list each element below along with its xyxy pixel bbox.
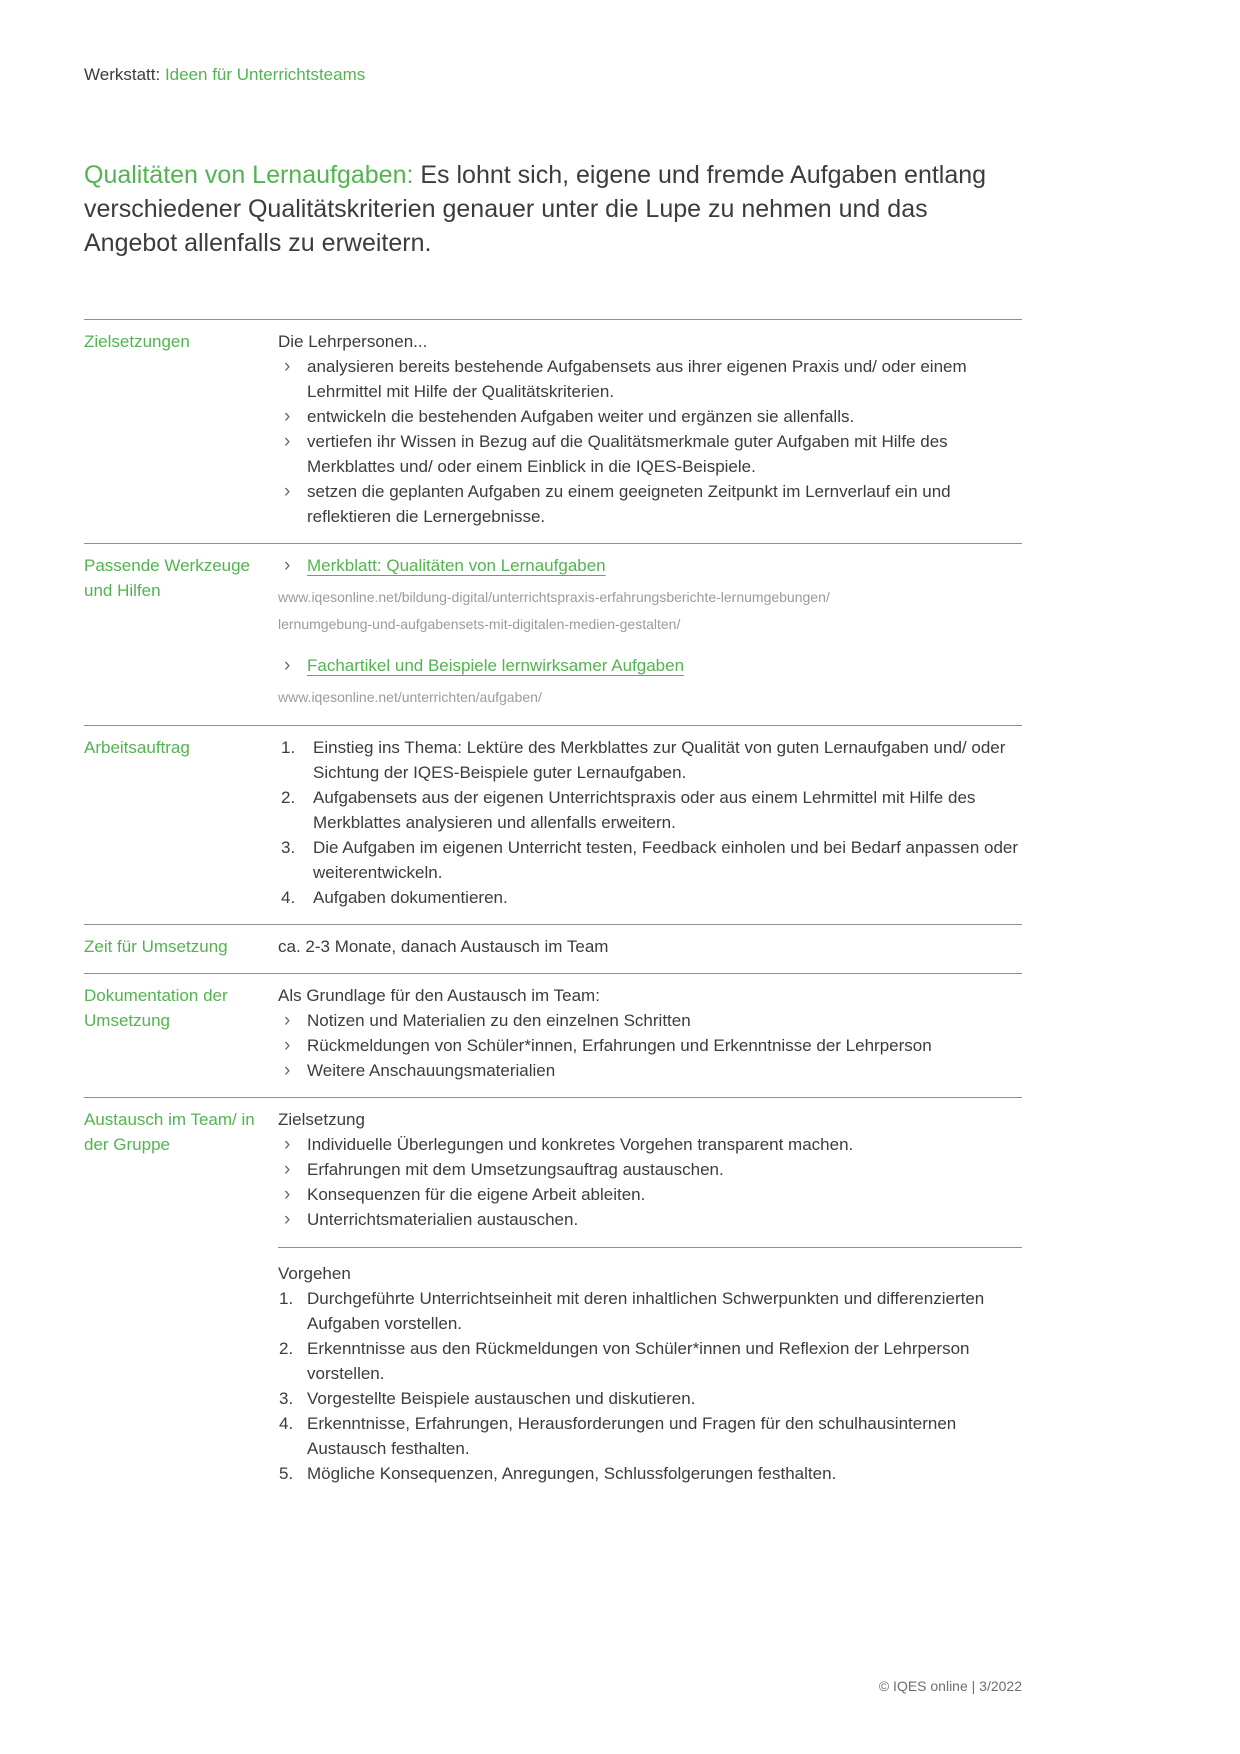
list-number: 5. xyxy=(279,1464,294,1483)
row-zielsetzungen xyxy=(84,319,1022,543)
row-dokumentation xyxy=(84,973,1022,1097)
list-item xyxy=(278,1336,1022,1386)
merkblatt-link[interactable]: Merkblatt: Qualitäten von Lernaufgaben xyxy=(307,556,606,575)
list-number: 3. xyxy=(281,838,296,857)
row-werkzeuge xyxy=(84,543,1022,725)
list-item-text: setzen die geplanten Aufgaben zu einem geeigneten Zeitpunkt im Lernverlauf ein und reflektieren die Lernergebnisse. xyxy=(307,482,951,526)
list-item xyxy=(278,1132,1022,1157)
list-item xyxy=(278,885,1022,910)
link-row xyxy=(278,653,1022,678)
title-text: Es lohnt sich, eigene und fremde Aufgaben entlang verschiedener Qualitätskriterien genauer unter die Lupe zu nehmen und das Angebot allenfalls zu erweitern. xyxy=(84,161,987,257)
list-item-text: Die Aufgaben im eigenen Unterricht testen, Feedback einholen und bei Bedarf anpassen oder weiterentwickeln. xyxy=(313,838,1019,882)
row-label-zielsetzungen: Zielsetzungen xyxy=(84,332,190,351)
chevron-bullet-icon: › xyxy=(284,431,291,452)
list-item-text: entwickeln die bestehenden Aufgaben weiter und ergänzen sie allenfalls. xyxy=(307,407,855,426)
list-item xyxy=(278,1033,1022,1058)
content-table xyxy=(84,319,1022,1500)
list-item-text: Weitere Anschauungsmaterialien xyxy=(307,1061,556,1080)
url-line: www.iqesonline.net/unterrichten/aufgaben/ xyxy=(278,689,542,705)
row-label-zeit: Zeit für Umsetzung xyxy=(84,937,228,956)
list-number: 1. xyxy=(279,1289,294,1308)
list-item xyxy=(278,1207,1022,1232)
list-item-text: Unterrichtsmaterialien austauschen. xyxy=(307,1210,579,1229)
list-item xyxy=(278,479,1022,529)
page-footer: © IQES online | 3/2022 xyxy=(878,1678,1022,1694)
chevron-bullet-icon: › xyxy=(284,655,291,676)
zeit-text: ca. 2-3 Monate, danach Austausch im Team xyxy=(278,937,609,956)
list-item-text: Erfahrungen mit dem Umsetzungsauftrag austauschen. xyxy=(307,1160,724,1179)
row-content-zielsetzungen xyxy=(278,329,1022,529)
list-item-text: Erkenntnisse, Erfahrungen, Herausforderungen und Fragen für den schulhausinternen Austausch festhalten. xyxy=(307,1414,957,1458)
list-number: 3. xyxy=(279,1389,294,1408)
list-item-text: Erkenntnisse aus den Rückmeldungen von Schüler*innen und Reflexion der Lehrperson vorstellen. xyxy=(307,1339,970,1383)
bullet-list-dokumentation xyxy=(278,1008,1022,1083)
numbered-list-arbeitsauftrag xyxy=(278,735,1022,910)
list-item-text: Mögliche Konsequenzen, Anregungen, Schlussfolgerungen festhalten. xyxy=(307,1464,837,1483)
list-item-text: Vorgestellte Beispiele austauschen und diskutieren. xyxy=(307,1389,696,1408)
list-item-text: vertiefen ihr Wissen in Bezug auf die Qualitätsmerkmale guter Aufgaben mit Hilfe des Merkblattes und/ oder einem Einblick in die IQES-Beispiele. xyxy=(307,432,948,476)
list-item xyxy=(278,1411,1022,1461)
list-item xyxy=(278,835,1022,885)
chevron-bullet-icon: › xyxy=(284,1010,291,1031)
resource-link-block-merkblatt xyxy=(278,553,1022,638)
list-item-text: Aufgabensets aus der eigenen Unterrichtspraxis oder aus einem Lehrmittel mit Hilfe des Merkblattes analysieren und allenfalls erweitern. xyxy=(313,788,976,832)
chevron-bullet-icon: › xyxy=(284,481,291,502)
header-workshop-title: Ideen für Unterrichtsteams xyxy=(164,65,366,84)
page-title xyxy=(84,158,1002,260)
list-item-text: analysieren bereits bestehende Aufgabensets aus ihrer eigenen Praxis und/ oder einem Lehrmittel mit Hilfe der Qualitätskriterien. xyxy=(307,357,967,401)
zielsetzung-block xyxy=(278,1107,1022,1232)
chevron-bullet-icon: › xyxy=(284,1060,291,1081)
list-item xyxy=(278,785,1022,835)
list-item xyxy=(278,1008,1022,1033)
list-item-text: Konsequenzen für die eigene Arbeit ableiten. xyxy=(307,1185,646,1204)
list-number: 1. xyxy=(281,738,296,757)
row-label-arbeitsauftrag: Arbeitsauftrag xyxy=(84,738,190,757)
vorgehen-subtitle: Vorgehen xyxy=(278,1264,351,1283)
chevron-bullet-icon: › xyxy=(284,406,291,427)
list-item xyxy=(278,1182,1022,1207)
row-content-austausch xyxy=(278,1107,1022,1486)
row-content-arbeitsauftrag xyxy=(278,735,1022,910)
header-prefix: Werkstatt: xyxy=(84,65,165,84)
chevron-bullet-icon: › xyxy=(284,1159,291,1180)
title-highlight: Qualitäten von Lernaufgaben: xyxy=(84,161,421,189)
list-item xyxy=(278,1386,1022,1411)
list-item-text: Notizen und Materialien zu den einzelnen Schritten xyxy=(307,1011,691,1030)
list-number: 2. xyxy=(281,788,296,807)
bullet-list-zielsetzung xyxy=(278,1132,1022,1232)
link-url xyxy=(278,584,1022,638)
url-line: lernumgebung-und-aufgabensets-mit-digitalen-medien-gestalten/ xyxy=(278,616,681,632)
list-item xyxy=(278,1461,1022,1486)
list-item xyxy=(278,429,1022,479)
row-zeit xyxy=(84,924,1022,973)
list-item-text: Rückmeldungen von Schüler*innen, Erfahrungen und Erkenntnisse der Lehrperson xyxy=(307,1036,932,1055)
list-item-text: Individuelle Überlegungen und konkretes Vorgehen transparent machen. xyxy=(307,1135,854,1154)
chevron-bullet-icon: › xyxy=(284,1134,291,1155)
chevron-bullet-icon: › xyxy=(284,356,291,377)
content-intro: Als Grundlage für den Austausch im Team: xyxy=(278,986,600,1005)
list-item xyxy=(278,1058,1022,1083)
chevron-bullet-icon: › xyxy=(284,1184,291,1205)
row-arbeitsauftrag xyxy=(84,725,1022,924)
list-number: 4. xyxy=(281,888,296,907)
list-item xyxy=(278,735,1022,785)
bullet-list-zielsetzungen xyxy=(278,354,1022,529)
fachartikel-link[interactable]: Fachartikel und Beispiele lernwirksamer Aufgaben xyxy=(307,656,685,675)
row-austausch xyxy=(84,1097,1022,1500)
row-content-dokumentation xyxy=(278,983,1022,1083)
list-item xyxy=(278,404,1022,429)
row-label-werkzeuge: Passende Werkzeuge und Hilfen xyxy=(84,556,251,600)
row-label-dokumentation: Dokumentation der Umsetzung xyxy=(84,986,228,1030)
vorgehen-block xyxy=(278,1247,1022,1486)
list-item-text: Durchgeführte Unterrichtseinheit mit deren inhaltlichen Schwerpunkten und differenzierten Aufgaben vorstellen. xyxy=(307,1289,985,1333)
link-url xyxy=(278,684,1022,711)
resource-link-block-fachartikel xyxy=(278,653,1022,711)
chevron-bullet-icon: › xyxy=(284,1209,291,1230)
numbered-list-vorgehen xyxy=(278,1286,1022,1486)
list-item xyxy=(278,1286,1022,1336)
list-item xyxy=(278,354,1022,404)
row-content-zeit xyxy=(278,934,1022,959)
content-intro: Die Lehrpersonen... xyxy=(278,332,428,351)
list-item-text: Aufgaben dokumentieren. xyxy=(313,888,508,907)
chevron-bullet-icon: › xyxy=(284,555,291,576)
list-number: 4. xyxy=(279,1414,294,1433)
url-line: www.iqesonline.net/bildung-digital/unterrichtspraxis-erfahrungsberichte-lernumgebungen/ xyxy=(278,589,830,605)
page-header xyxy=(84,64,365,86)
row-label-austausch: Austausch im Team/ in der Gruppe xyxy=(84,1110,255,1154)
chevron-bullet-icon: › xyxy=(284,1035,291,1056)
row-content-werkzeuge xyxy=(278,553,1022,711)
list-item xyxy=(278,1157,1022,1182)
list-number: 2. xyxy=(279,1339,294,1358)
link-row xyxy=(278,553,1022,578)
zielsetzung-subtitle: Zielsetzung xyxy=(278,1110,365,1129)
list-item-text: Einstieg ins Thema: Lektüre des Merkblattes zur Qualität von guten Lernaufgaben und/ oder Sichtung der IQES-Beispiele guter Lernaufgaben. xyxy=(313,738,1006,782)
